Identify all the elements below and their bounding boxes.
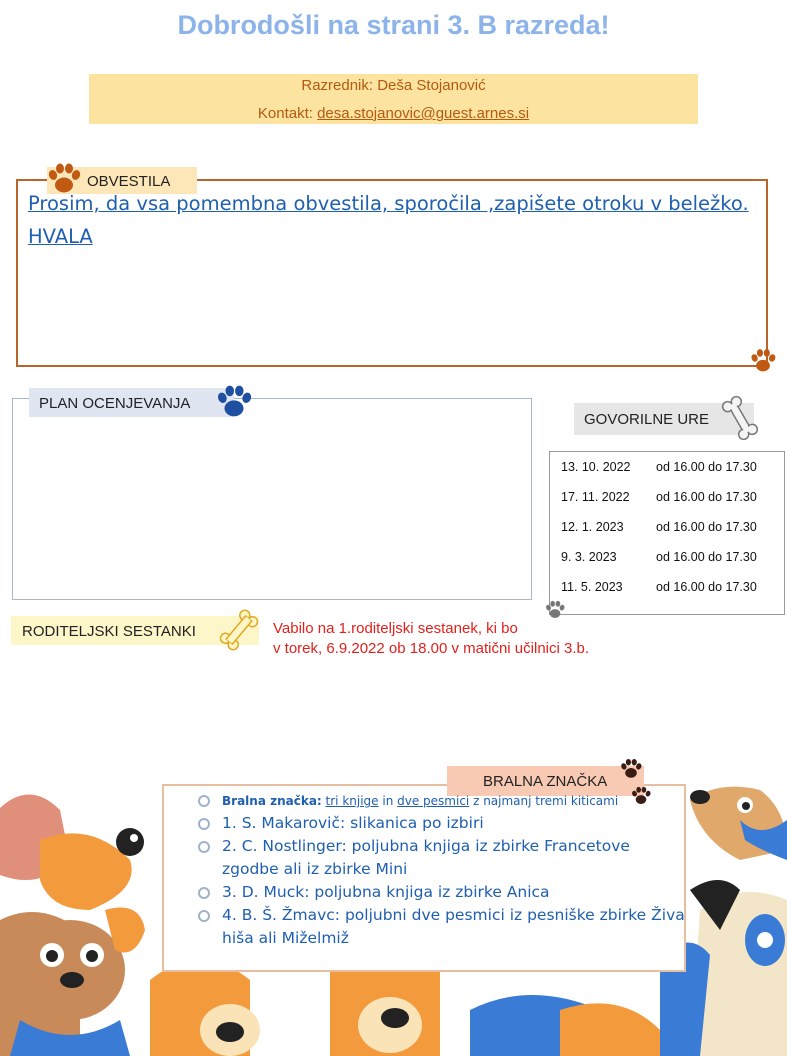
paw-icon [545,600,565,620]
bullet-icon [198,818,210,830]
paw-icon [750,348,776,374]
contact-row [89,105,698,122]
bullet-icon [198,841,210,853]
list-item-text: 3. D. Muck: poljubna knjiga iz zbirke Anica [222,883,550,901]
list-item-text: 1. S. Makarovič: slikanica po izbiri [222,814,484,832]
row-date: 9. 3. 2023 [561,550,617,564]
notice-line-2: v torek, 6.9.2022 ob 18.00 v matični učilnici 3.b. [273,640,590,657]
row-date: 11. 5. 2023 [561,580,623,594]
row-time: od 16.00 do 17.30 [656,550,757,564]
bone-icon [720,394,760,442]
bralna-znacka-list [198,792,688,950]
list-item [198,792,688,810]
plan-ocenjevanja-tag [29,388,234,417]
list-item-text: 2. C. Nostlinger: poljubna knjiga iz zbirke Francetove zgodbe ali iz zbirke Mini [222,837,630,878]
plan-ocenjevanja-tag-label: PLAN OCENJEVANJA [39,395,191,412]
list-item [198,812,688,835]
paw-icon [216,384,252,420]
page-title: Dobrodošli na strani 3. B razreda! [177,10,610,40]
intro-link-books[interactable]: tri knjige [325,794,379,808]
contact-label: Kontakt: [257,105,318,122]
govorilne-ure-tag-label: GOVORILNE URE [584,411,710,428]
roditeljski-sestanek-notice [273,619,589,659]
row-time: od 16.00 do 17.30 [656,490,757,504]
govorilne-ure-table [549,451,785,615]
bullet-icon [198,887,210,899]
row-time: od 16.00 do 17.30 [656,460,757,474]
roditeljski-sestanki-tag-label: RODITELJSKI SESTANKI [22,623,196,640]
teacher-name: Razrednik: Deša Stojanović [301,77,486,94]
bralna-znacka-tag-label: BRALNA ZNAČKA [483,773,608,790]
teacher-info-box [89,74,698,124]
row-time: od 16.00 do 17.30 [656,520,757,534]
list-item [198,835,688,881]
bullet-icon [198,795,210,807]
intro-link-poems[interactable]: dve pesmici [397,794,470,808]
row-time: od 16.00 do 17.30 [656,580,757,594]
list-item [198,904,688,950]
row-date: 12. 1. 2023 [561,520,624,534]
contact-email-link[interactable]: desa.stojanovic@guest.arnes.si [317,105,530,122]
bullet-icon [198,910,210,922]
intro-mid: in [378,794,398,808]
intro-rest: z najmanj tremi kiticami [469,794,619,808]
list-item-text: 4. B. Š. Žmavc: poljubni dve pesmici iz pesniške zbirke Živa hiša ali Miželmiž [222,906,685,947]
obvestila-tag-label: OBVESTILA [87,173,171,190]
obvestila-message[interactable]: Prosim, da vsa pomembna obvestila, sporočila ,zapišete otroku v beležko. HVALA [28,192,749,248]
row-date: 17. 11. 2022 [561,490,630,504]
paw-icon [620,758,642,780]
plan-ocenjevanja-panel [12,398,532,600]
row-date: 13. 10. 2022 [561,460,631,474]
bone-icon [218,608,260,652]
notice-line-1: Vabilo na 1.roditeljski sestanek, ki bo [273,620,518,637]
list-item [198,881,688,904]
intro-bold: Bralna značka: [222,794,322,808]
